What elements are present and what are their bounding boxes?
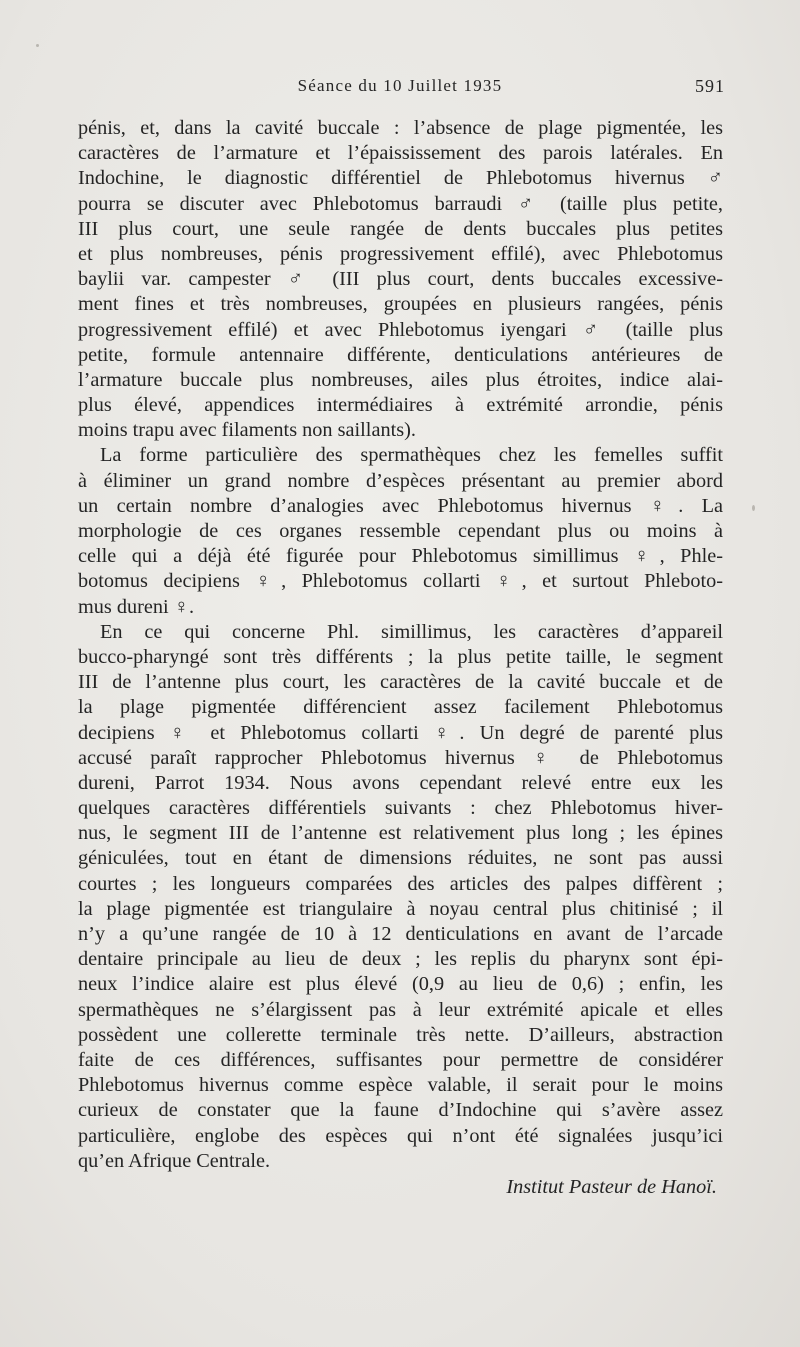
article-body bbox=[78, 116, 723, 1200]
text-line: quelques caractères différentiels suivants : chez Phlebotomus hiver- bbox=[78, 797, 723, 820]
text-line: mus dureni ♀. bbox=[78, 595, 195, 618]
text-line: ment fines et très nombreuses, groupées en plusieurs rangées, pénis bbox=[78, 293, 723, 316]
text-line: En ce qui concerne Phl. simillimus, les caractères d’appareil bbox=[100, 620, 723, 643]
text-line: et plus nombreuses, pénis progressivement effilé), avec Phlebotomus bbox=[78, 242, 723, 265]
signature-affiliation: Institut Pasteur de Hanoï. bbox=[506, 1175, 717, 1198]
text-line: progressivement effilé) et avec Phlebotomus iyengari ♂ (taille plus bbox=[78, 318, 723, 341]
text-line: la plage pigmentée est triangulaire à noyau central plus chitinisé ; il bbox=[78, 897, 723, 920]
text-line: curieux de constater que la faune d’Indochine qui s’avère assez bbox=[78, 1099, 723, 1122]
text-line: dentaire principale au lieu de deux ; les replis du pharynx sont épi- bbox=[78, 948, 723, 971]
text-line: qu’en Afrique Centrale. bbox=[78, 1149, 271, 1172]
text-line: moins trapu avec filaments non saillants). bbox=[78, 419, 416, 442]
text-line: un certain nombre d’analogies avec Phlebotomus hivernus ♀. La bbox=[78, 494, 723, 517]
text-line: la plage pigmentée différencient assez facilement Phlebotomus bbox=[78, 696, 723, 719]
text-line: bucco-pharyngé sont très différents ; la plus petite taille, le segment bbox=[78, 645, 723, 668]
text-line: spermathèques ne s’élargissent pas à leur extrémité apicale et elles bbox=[78, 998, 723, 1021]
text-line: III plus court, une seule rangée de dents buccales plus petites bbox=[78, 217, 723, 240]
text-line: géniculées, tout en étant de dimensions réduites, ne sont pas aussi bbox=[78, 847, 723, 870]
text-line: faite de ces différences, suffisantes pour permettre de considérer bbox=[78, 1048, 723, 1071]
text-line: nus, le segment III de l’antenne est relativement plus long ; les épines bbox=[78, 822, 723, 845]
page-header bbox=[0, 76, 800, 100]
running-head: Séance du 10 Juillet 1935 bbox=[297, 76, 503, 95]
text-line: particulière, englobe des espèces qui n’ont été signalées jusqu’ici bbox=[78, 1124, 723, 1147]
text-line: n’y a qu’une rangée de 10 à 12 denticulations en avant de l’arcade bbox=[78, 923, 723, 945]
text-line: Phlebotomus hivernus comme espèce valable, il serait pour le moins bbox=[78, 1074, 723, 1097]
text-line: decipiens ♀ et Phlebotomus collarti ♀. Un degré de parenté plus bbox=[78, 721, 723, 744]
text-line: III de l’antenne plus court, les caractères de la cavité buccale et de bbox=[78, 671, 723, 694]
text-line: caractères de l’armature et l’épaississement des parois latérales. En bbox=[78, 142, 723, 165]
text-line: neux l’indice alaire est plus élevé (0,9 au lieu de 0,6) ; enfin, les bbox=[78, 973, 723, 996]
paper-speck bbox=[36, 44, 39, 47]
text-line: celle qui a déjà été figurée pour Phlebotomus simillimus ♀, Phle- bbox=[78, 545, 723, 568]
text-line: plus élevé, appendices intermédiaires à extrémité arrondie, pénis bbox=[78, 394, 723, 417]
text-line: possèdent une collerette terminale très nette. D’ailleurs, abstraction bbox=[78, 1023, 723, 1046]
text-line: Indochine, le diagnostic différentiel de Phlebotomus hivernus ♂ bbox=[78, 167, 723, 190]
text-line: botomus decipiens ♀, Phlebotomus collarti ♀, et surtout Phleboto- bbox=[78, 570, 723, 593]
text-line: pénis, et, dans la cavité buccale : l’absence de plage pigmentée, les bbox=[78, 117, 723, 139]
text-line: morphologie de ces organes ressemble cependant plus ou moins à bbox=[78, 520, 723, 542]
text-line: courtes ; les longueurs comparées des articles des palpes diffèrent ; bbox=[78, 872, 723, 895]
text-line: La forme particulière des spermathèques chez les femelles suffit bbox=[100, 444, 723, 467]
text-line: l’armature buccale plus nombreuses, ailes plus étroites, indice alai- bbox=[78, 368, 723, 391]
text-line: accusé paraît rapprocher Phlebotomus hivernus ♀ de Phlebotomus bbox=[78, 746, 723, 769]
text-line: pourra se discuter avec Phlebotomus barraudi ♂ (taille plus petite, bbox=[78, 192, 723, 215]
text-line: dureni, Parrot 1934. Nous avons cependant relevé entre eux les bbox=[78, 771, 723, 794]
text-line: petite, formule antennaire différente, denticulations antérieures de bbox=[78, 343, 723, 366]
text-line: à éliminer un grand nombre d’espèces présentant au premier abord bbox=[78, 469, 723, 492]
page-number: 591 bbox=[695, 76, 725, 96]
text-line: baylii var. campester ♂ (III plus court, dents buccales excessive- bbox=[78, 268, 723, 291]
paper-speck bbox=[752, 505, 755, 511]
